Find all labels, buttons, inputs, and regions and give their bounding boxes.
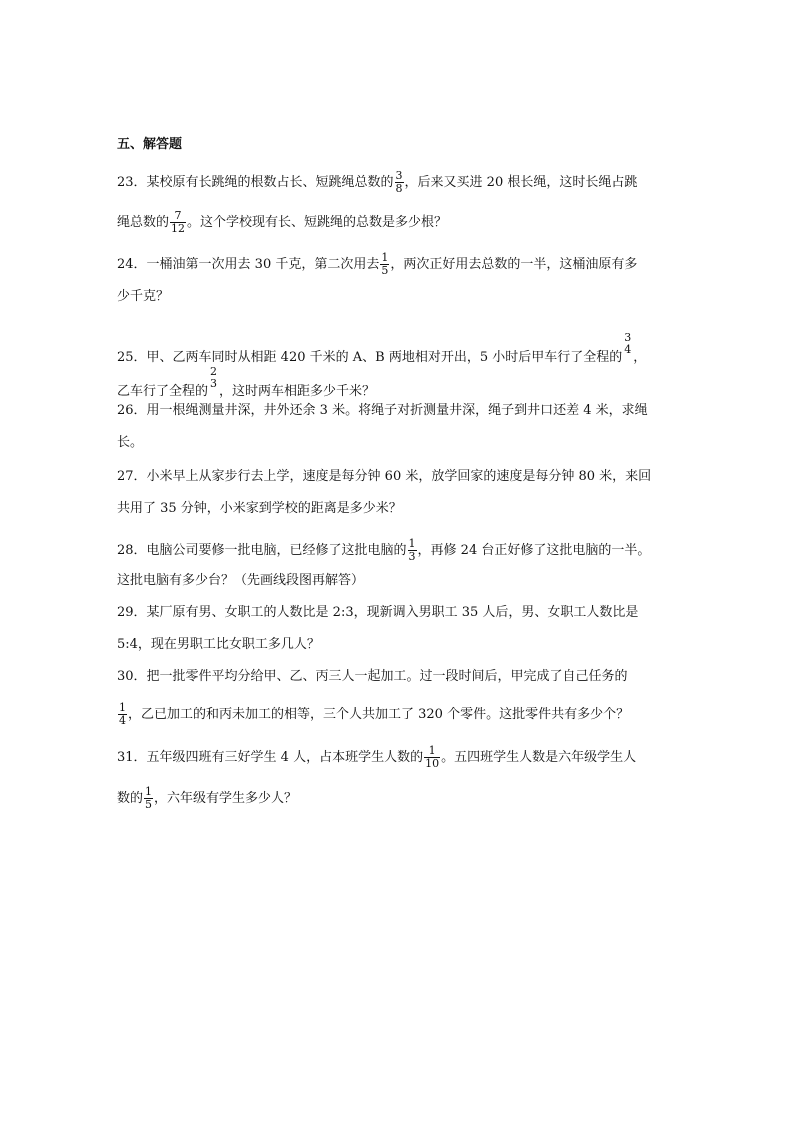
q28-line-1 [117, 538, 650, 563]
q23-line-2 [117, 210, 447, 235]
q23-text-c: 绳总数的 [117, 215, 170, 230]
q25-line-2 [117, 366, 375, 402]
q30-fraction-1: $\frac{1}{4}$ [119, 701, 126, 727]
q31-text-a: 31．五年级四班有三好学生 4 人，占本班学生人数的 [117, 750, 424, 765]
q24-text-a: 24．一桶油第一次用去 30 千克，第二次用去 [117, 257, 380, 272]
q31-line-1 [117, 745, 636, 770]
q24-fraction-1: $\frac{1}{5}$ [381, 251, 389, 277]
q24-line-2 [117, 287, 169, 307]
q25-text-b: ， [633, 350, 647, 365]
q25-fraction-1: 3 4 [624, 331, 632, 356]
q30-line-1 [117, 667, 628, 687]
q30-text-b: ，乙已加工的和丙未加工的相等，三个人共加工了 320 个零件。这批零件共有多少个？ [128, 707, 630, 722]
q25-text-a: 25．甲、乙两车同时从相距 420 千米的 A、B 两地相对开出，5 小时后甲车行了全程的 [117, 350, 623, 365]
q27-text-a: 27．小米早上从家步行去上学，速度是每分钟 60 米，放学回家的速度是每分钟 80 米，来回 [117, 469, 652, 484]
q28-text-c: 这批电脑有多少台？（先画线段图再解答） [117, 573, 365, 588]
q28-text-a: 28．电脑公司要修一批电脑，已经修了这批电脑的 [117, 543, 407, 558]
q29-line-1 [117, 603, 638, 623]
q25-text-d: ，这时两车相距多少千米？ [219, 384, 376, 399]
q23-text-d: 。这个学校现有长、短跳绳的总数是多少根？ [187, 215, 448, 230]
q26-line-1 [117, 401, 648, 421]
q31-fraction-1: $\frac{1}{10}$ [425, 744, 440, 770]
q27-line-2 [117, 499, 402, 519]
section-title: 五、解答题 [117, 137, 183, 152]
q26-text-b: 长。 [117, 435, 144, 450]
q29-text-a: 29．某厂原有男、女职工的人数比是 2:3，现新调入男职工 35 人后，男、女职工人数比是 [117, 605, 639, 620]
q31-text-b: 。五四班学生人数是六年级学生人 [441, 750, 637, 765]
q31-fraction-2: $\frac{1}{5}$ [145, 785, 153, 811]
q26-text-a: 26．用一根绳测量井深，井外还余 3 米。将绳子对折测量井深，绳子到井口还差 4 米，求绳 [117, 403, 648, 418]
q29-line-2 [117, 635, 320, 655]
q25-fraction-2: 2 3 [210, 365, 218, 390]
q23-text-a: 23．某校原有长跳绳的根数占长、短跳绳总数的 [117, 175, 394, 190]
q24-line-1 [117, 252, 637, 277]
q28-text-b: ，再修 24 台正好修了这批电脑的一半。 [417, 543, 651, 558]
q30-text-a: 30．把一批零件平均分给甲、乙、丙三人一起加工。过一段时间后，甲完成了自己任务的 [117, 669, 628, 684]
q30-line-2 [117, 702, 629, 727]
q27-text-b: 共用了 35 分钟，小米家到学校的距离是多少米？ [117, 501, 402, 516]
q27-line-1 [117, 467, 651, 487]
q31-text-d: ，六年级有学生多少人？ [154, 791, 298, 806]
q23-text-b: ，后来又买进 20 根长绳，这时长绳占跳 [404, 175, 638, 190]
q28-fraction-1: $\frac{1}{3}$ [408, 537, 416, 563]
q26-line-2 [117, 433, 143, 453]
q23-line-1 [117, 170, 637, 195]
q24-text-b: ，两次正好用去总数的一半，这桶油原有多 [390, 257, 638, 272]
q31-text-c: 数的 [117, 791, 144, 806]
q24-text-c: 少千克？ [117, 289, 170, 304]
q25-line-1 [117, 332, 646, 368]
q29-text-b: 5:4，现在男职工比女职工多几人？ [117, 637, 320, 652]
q25-text-c: 乙车行了全程的 [117, 384, 209, 399]
q31-line-2 [117, 786, 297, 811]
q23-fraction-1: $\frac{3}{8}$ [395, 169, 403, 195]
q23-fraction-2: $\frac{7}{12}$ [171, 209, 186, 235]
q28-line-2 [117, 571, 364, 591]
